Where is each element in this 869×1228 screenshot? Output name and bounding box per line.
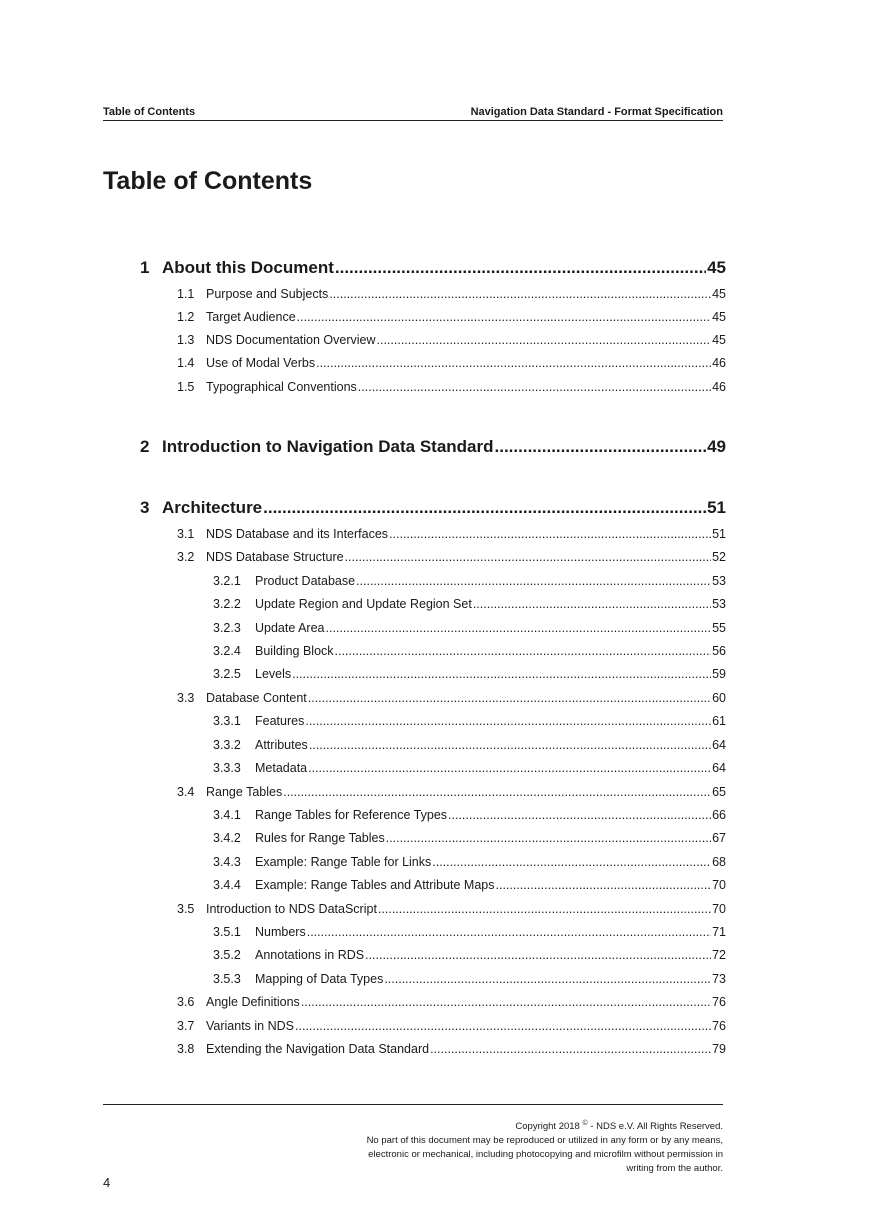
toc-entry-3-2-1[interactable]	[213, 574, 726, 588]
toc-entry-page: 46	[712, 356, 726, 370]
toc-leader-dots	[305, 714, 711, 728]
toc-entry-3-6[interactable]	[177, 995, 726, 1009]
toc-entry-number: 1	[140, 258, 150, 277]
toc-leader-dots	[329, 287, 711, 301]
toc-leader-dots	[335, 258, 706, 278]
toc-entry-3-2-3[interactable]	[213, 621, 726, 635]
toc-entry-page: 61	[712, 714, 726, 728]
toc-entry-label: Typographical Conventions	[206, 380, 357, 394]
toc-entry-number: 3.5.1	[213, 925, 241, 939]
toc-entry-number: 1.4	[177, 356, 195, 370]
toc-leader-dots	[386, 831, 711, 845]
toc-entry-3-3[interactable]	[177, 691, 726, 705]
toc-entry-page: 64	[712, 738, 726, 752]
toc-leader-dots	[301, 995, 711, 1009]
toc-entry-page: 60	[712, 691, 726, 705]
toc-entry-label: Metadata	[255, 761, 308, 775]
toc-entry-page: 52	[712, 550, 726, 564]
toc-entry-label: Building Block	[255, 644, 334, 658]
toc-entry-number: 3.4.1	[213, 808, 241, 822]
toc-entry-1-2[interactable]	[177, 310, 726, 324]
toc-entry-page: 59	[712, 667, 726, 681]
toc-entry-page: 51	[707, 498, 726, 517]
toc-entry-label: Use of Modal Verbs	[206, 356, 316, 370]
toc-entry-page: 66	[712, 808, 726, 822]
toc-entry-label: Angle Definitions	[206, 995, 300, 1009]
toc-entry-3-2-5[interactable]	[213, 667, 726, 681]
toc-entry-number: 3.5.3	[213, 972, 241, 986]
toc-entry-label: Update Area	[255, 621, 325, 635]
copyright-symbol: ©	[582, 1120, 588, 1127]
toc-leader-dots	[326, 621, 712, 635]
toc-entry-page: 76	[712, 995, 726, 1009]
toc-entry-label: Levels	[255, 667, 292, 681]
toc-entry-3-3-3[interactable]	[213, 761, 726, 775]
toc-entry-3-1[interactable]	[177, 527, 726, 541]
toc-entry-page: 53	[712, 574, 726, 588]
toc-entry-number: 3.4.3	[213, 855, 241, 869]
toc-leader-dots	[473, 597, 711, 611]
toc-entry-3-5-3[interactable]	[213, 972, 726, 986]
footer-divider	[103, 1104, 723, 1105]
toc-entry-3-4[interactable]	[177, 785, 726, 799]
toc-leader-dots	[295, 1019, 711, 1033]
toc-entry-label: Features	[255, 714, 305, 728]
toc-entry-3-5-2[interactable]	[213, 948, 726, 962]
toc-entry-page: 49	[707, 437, 726, 456]
toc-entry-number: 3.2.5	[213, 667, 241, 681]
toc-entry-label: Mapping of Data Types	[255, 972, 384, 986]
toc-entry-3-5-1[interactable]	[213, 925, 726, 939]
toc-entry-1-1[interactable]	[177, 287, 726, 301]
toc-leader-dots	[377, 333, 712, 347]
toc-entry-label: Product Database	[255, 574, 356, 588]
toc-entry-1-5[interactable]	[177, 380, 726, 394]
toc-entry-number: 3.2	[177, 550, 195, 564]
toc-leader-dots	[389, 527, 711, 541]
toc-leader-dots	[384, 972, 711, 986]
toc-entry-page: 55	[712, 621, 726, 635]
toc-entry-3[interactable]	[140, 498, 726, 518]
running-header-left: Table of Contents	[103, 106, 196, 118]
toc-leader-dots	[308, 691, 711, 705]
toc-leader-dots	[356, 574, 711, 588]
toc-entry-label: Range Tables for Reference Types	[255, 808, 448, 822]
toc-entry-1-4[interactable]	[177, 356, 726, 370]
toc-leader-dots	[297, 310, 711, 324]
copyright-notice-line: No part of this document may be reproduced or utilized in any form or by any means,	[366, 1135, 723, 1147]
toc-entry-label: Variants in NDS	[206, 1019, 294, 1033]
toc-entry-page: 53	[712, 597, 726, 611]
toc-entry-label: Example: Range Table for Links	[255, 855, 432, 869]
toc-entry-3-4-4[interactable]	[213, 878, 726, 892]
toc-entry-number: 3	[140, 498, 150, 517]
toc-entry-page: 71	[712, 925, 726, 939]
toc-entry-page: 76	[712, 1019, 726, 1033]
toc-leader-dots	[263, 498, 706, 518]
footer-copyright	[263, 1117, 723, 1176]
toc-entry-label: Introduction to Navigation Data Standard	[162, 437, 494, 456]
toc-entry-number: 3.6	[177, 995, 195, 1009]
toc-entry-3-4-1[interactable]	[213, 808, 726, 822]
toc-leader-dots	[378, 902, 711, 916]
toc-leader-dots	[358, 380, 711, 394]
toc-entry-label: Rules for Range Tables	[255, 831, 385, 845]
toc-entry-label: Target Audience	[206, 310, 296, 324]
toc-entry-page: 45	[712, 333, 726, 347]
toc-entry-page: 67	[712, 831, 726, 845]
toc-entry-number: 3.4	[177, 785, 195, 799]
toc-leader-dots	[283, 785, 711, 799]
toc-entry-page: 56	[712, 644, 726, 658]
toc-entry-page: 70	[712, 902, 726, 916]
toc-entry-label: Introduction to NDS DataScript	[206, 902, 377, 916]
toc-entry-1[interactable]	[140, 258, 726, 278]
page-number: 4	[103, 1175, 111, 1190]
toc-entry-page: 73	[712, 972, 726, 986]
toc-entry-3-3-1[interactable]	[213, 714, 726, 728]
toc-entry-page: 68	[712, 855, 726, 869]
toc-leader-dots	[307, 925, 711, 939]
toc-entry-label: Database Content	[206, 691, 307, 705]
toc-entry-label: NDS Documentation Overview	[206, 333, 376, 347]
running-header-right: Navigation Data Standard - Format Specification	[470, 106, 723, 118]
toc-entry-number: 3.3.1	[213, 714, 241, 728]
copyright-line: Copyright 2018 © - NDS e.V. All Rights Reserved.	[515, 1120, 723, 1133]
toc-entry-label: NDS Database and its Interfaces	[206, 527, 389, 541]
toc-entry-3-3-2[interactable]	[213, 738, 726, 752]
copyright-notice-line: writing from the author.	[626, 1163, 723, 1175]
toc-entry-number: 3.4.4	[213, 878, 241, 892]
toc-entry-3-2-2[interactable]	[213, 597, 726, 611]
toc-entry-label: About this Document	[162, 258, 334, 277]
toc-entry-label: Extending the Navigation Data Standard	[206, 1042, 430, 1056]
toc-entry-label: Attributes	[255, 738, 308, 752]
toc-entry-3-5[interactable]	[177, 902, 726, 916]
toc-entry-3-4-2[interactable]	[213, 831, 726, 845]
toc-entry-number: 3.3.3	[213, 761, 241, 775]
toc-entry-label: Architecture	[162, 498, 263, 517]
toc-entry-label: Update Region and Update Region Set	[255, 597, 472, 611]
toc-leader-dots	[308, 761, 711, 775]
toc-entry-label: Purpose and Subjects	[206, 287, 329, 301]
toc-entry-number: 3.3.2	[213, 738, 241, 752]
toc-entry-number: 3.3	[177, 691, 195, 705]
toc-entry-number: 1.3	[177, 333, 195, 347]
toc-entry-page: 64	[712, 761, 726, 775]
toc-entry-page: 46	[712, 380, 726, 394]
toc-entry-number: 1.2	[177, 310, 195, 324]
toc-entry-number: 1.5	[177, 380, 195, 394]
toc-entry-label: Example: Range Tables and Attribute Maps	[255, 878, 495, 892]
toc-leader-dots	[430, 1042, 711, 1056]
toc-leader-dots	[448, 808, 711, 822]
toc-entry-2[interactable]	[140, 437, 726, 457]
toc-entry-label: NDS Database Structure	[206, 550, 344, 564]
toc-leader-dots	[345, 550, 712, 564]
toc-entry-number: 3.1	[177, 527, 195, 541]
toc-entry-label: Range Tables	[206, 785, 283, 799]
toc-leader-dots	[335, 644, 712, 658]
toc-entry-page: 70	[712, 878, 726, 892]
toc-entry-number: 3.2.4	[213, 644, 241, 658]
toc-leader-dots	[316, 356, 711, 370]
toc-entry-page: 45	[712, 287, 726, 301]
toc-entry-page: 45	[707, 258, 726, 277]
page-title: Table of Contents	[103, 167, 313, 195]
toc-entry-page: 72	[712, 948, 726, 962]
copyright-notice-line: electronic or mechanical, including photocopying and microfilm without permission in	[368, 1149, 723, 1161]
toc-entry-label: Annotations in RDS	[255, 948, 365, 962]
toc-leader-dots	[496, 878, 712, 892]
toc-entry-number: 1.1	[177, 287, 195, 301]
toc-leader-dots	[292, 667, 711, 681]
toc-leader-dots	[365, 948, 711, 962]
toc-entry-page: 65	[712, 785, 726, 799]
toc-entry-number: 2	[140, 437, 150, 456]
toc-entry-3-8[interactable]	[177, 1042, 726, 1056]
toc-entry-number: 3.5	[177, 902, 195, 916]
toc-entry-page: 45	[712, 310, 726, 324]
toc-leader-dots	[432, 855, 711, 869]
toc-entry-3-2-4[interactable]	[213, 644, 726, 658]
toc-entry-number: 3.8	[177, 1042, 195, 1056]
running-header	[103, 106, 723, 121]
toc-entry-page: 79	[712, 1042, 726, 1056]
toc-entry-label: Numbers	[255, 925, 306, 939]
toc-leader-dots	[309, 738, 711, 752]
toc-entry-number: 3.4.2	[213, 831, 241, 845]
toc-entry-page: 51	[712, 527, 726, 541]
toc-entry-number: 3.5.2	[213, 948, 241, 962]
toc-entry-3-7[interactable]	[177, 1019, 726, 1033]
toc-leader-dots	[495, 437, 707, 457]
toc-entry-3-4-3[interactable]	[213, 855, 726, 869]
toc-entry-number: 3.7	[177, 1019, 195, 1033]
toc-entry-1-3[interactable]	[177, 333, 726, 347]
toc-entry-3-2[interactable]	[177, 550, 726, 564]
toc-entry-number: 3.2.1	[213, 574, 241, 588]
toc-entry-number: 3.2.2	[213, 597, 241, 611]
toc-entry-number: 3.2.3	[213, 621, 241, 635]
